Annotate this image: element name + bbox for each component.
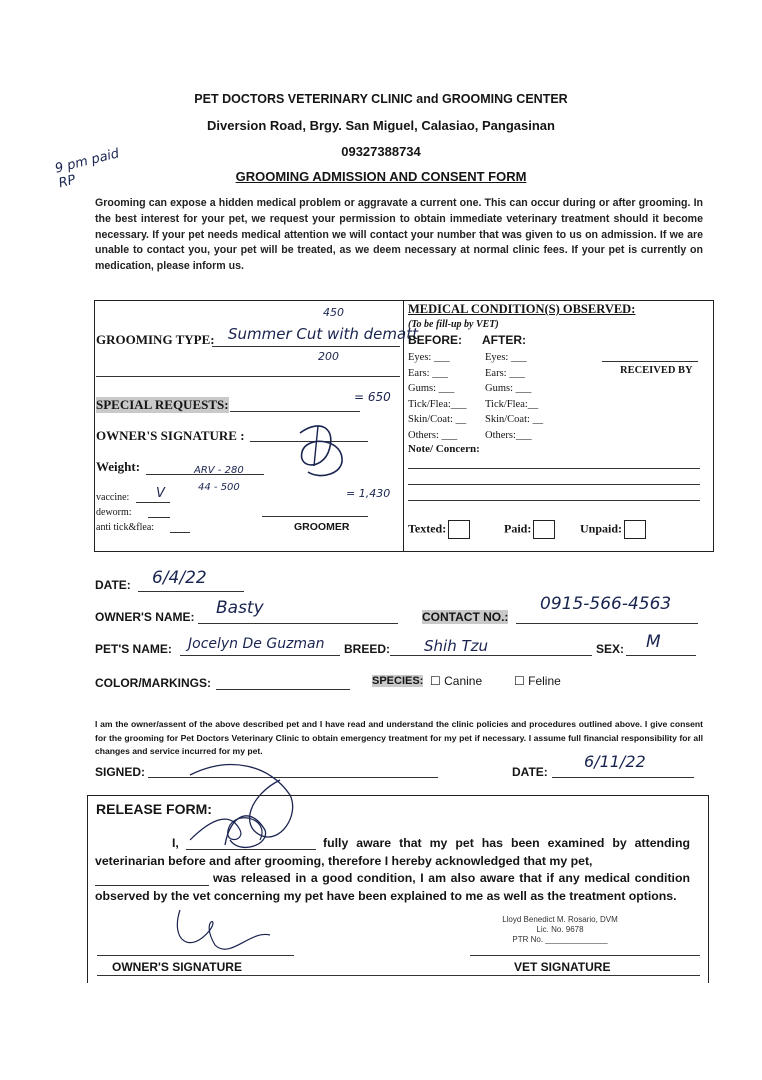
unpaid-checkbox[interactable] bbox=[624, 520, 646, 539]
price-note-top: 450 bbox=[323, 306, 344, 319]
after-ears: Ears: ___ bbox=[485, 367, 525, 379]
release-title: RELEASE FORM: bbox=[96, 801, 212, 817]
owner-signature-label: OWNER'S SIGNATURE : bbox=[96, 428, 245, 443]
after-eyes: Eyes: ___ bbox=[485, 352, 527, 363]
vaccine-label: vaccine: bbox=[96, 492, 130, 503]
clinic-name: PET DOCTORS VETERINARY CLINIC and GROOMING CENTER bbox=[194, 92, 568, 106]
after-label: AFTER: bbox=[482, 333, 526, 347]
note-concern-label: Note/ Concern: bbox=[408, 443, 480, 455]
price-note-sub: 200 bbox=[318, 350, 339, 363]
before-ears: Ears: ___ bbox=[408, 367, 448, 379]
before-eyes: Eyes: ___ bbox=[408, 352, 450, 363]
anti-tick-label: anti tick&flea: bbox=[96, 522, 155, 533]
color-markings-label: COLOR/MARKINGS: bbox=[95, 676, 211, 690]
feline-checkbox[interactable]: ☐ bbox=[514, 674, 525, 688]
release-i-label: I, bbox=[172, 836, 179, 850]
texted-checkbox[interactable] bbox=[448, 520, 470, 539]
vet-signature-label: VET SIGNATURE bbox=[514, 960, 611, 974]
clinic-address: Diversion Road, Brgy. San Miguel, Calasiao, Pangasinan bbox=[207, 118, 555, 133]
margin-note: 9 pm paid RP bbox=[53, 146, 121, 192]
contact-label: CONTACT NO.: bbox=[422, 610, 509, 624]
feline-option[interactable]: ☐ Feline bbox=[514, 674, 561, 688]
before-list bbox=[408, 350, 467, 443]
clinic-phone: 09327388734 bbox=[341, 144, 421, 159]
species-label: SPECIES: bbox=[372, 675, 424, 687]
intro-text: Grooming can expose a hidden medical problem or aggravate a current one. This can occur during or after grooming. In the best interest for your pet, we request your permission to obtain immediate veterinary treatment should it become necessary. If your pet needs medical attention we will contact your number that was given to us on admission. If we are unable to contact you, your pet will be treated, as we deem necessary at normal clinic fees. If your pet is currently on medication, please inform us. bbox=[95, 197, 703, 273]
after-gums: Gums: ___ bbox=[485, 383, 532, 394]
contact-value[interactable]: 0915-566-4563 bbox=[540, 594, 672, 614]
groomer-label: GROOMER bbox=[294, 521, 350, 533]
owner-signature-scribble bbox=[280, 408, 360, 488]
special-requests-value[interactable]: = 650 bbox=[354, 390, 391, 404]
signed-date-value[interactable]: 6/11/22 bbox=[584, 752, 646, 771]
vaccine-value[interactable]: V bbox=[156, 486, 165, 501]
signed-label: SIGNED: bbox=[95, 765, 146, 779]
date-value[interactable]: 6/4/22 bbox=[152, 568, 207, 588]
owner-release-signature bbox=[160, 900, 280, 960]
total-note: = 1,430 bbox=[346, 487, 391, 500]
canine-checkbox[interactable]: ☐ bbox=[430, 674, 441, 688]
release-text-1: fully aware that my pet has been examined by attending veterinarian before and after grooming, therefore I hereby acknowledged that my pet, bbox=[95, 836, 690, 868]
pet-name-value[interactable]: Jocelyn De Guzman bbox=[188, 636, 325, 652]
medical-title: MEDICAL CONDITION(S) OBSERVED: bbox=[408, 302, 636, 316]
form-title: GROOMING ADMISSION AND CONSENT FORM bbox=[235, 169, 527, 184]
before-label: BEFORE: bbox=[408, 333, 462, 347]
release-text-2: was released in a good condition, I am also aware that if any medical condition observed by the vet concerning my pet have been explained to me as well as the treatment options. bbox=[95, 871, 690, 903]
weight-notes: ARV - 280 bbox=[194, 465, 244, 476]
vet-ptr: PTR No. ______________ bbox=[512, 935, 608, 944]
pet-name-label: PET'S NAME: bbox=[95, 642, 172, 656]
before-others: Others: ___ bbox=[408, 429, 458, 441]
before-tick: Tick/Flea:___ bbox=[408, 398, 467, 410]
special-requests-label: SPECIAL REQUESTS: bbox=[96, 397, 229, 412]
texted-field[interactable]: Texted: bbox=[408, 520, 470, 539]
after-others: Others:___ bbox=[485, 429, 532, 441]
vet-stamp bbox=[480, 915, 640, 945]
weight-notes-2: 44 - 500 bbox=[198, 482, 240, 493]
deworm-label: deworm: bbox=[96, 507, 132, 518]
paid-checkbox[interactable] bbox=[533, 520, 555, 539]
grooming-type-value[interactable]: Summer Cut with dematt bbox=[228, 325, 418, 343]
sex-value[interactable]: M bbox=[646, 632, 661, 652]
owner-name-label: OWNER'S NAME: bbox=[95, 610, 195, 624]
owner-signature-release-label: OWNER'S SIGNATURE bbox=[112, 960, 242, 974]
medical-subtitle: (To be fill-up by VET) bbox=[408, 319, 499, 330]
grooming-type-label: GROOMING TYPE: bbox=[96, 332, 215, 347]
vet-license: Lic. No. 9678 bbox=[536, 925, 584, 934]
date-label: DATE: bbox=[95, 578, 131, 592]
weight-label: Weight: bbox=[96, 459, 141, 474]
paid-field[interactable]: Paid: bbox=[504, 520, 555, 539]
unpaid-field[interactable]: Unpaid: bbox=[580, 520, 646, 539]
signed-date-label: DATE: bbox=[512, 765, 548, 779]
canine-option[interactable]: ☐ Canine bbox=[430, 674, 483, 688]
before-skin: Skin/Coat: __ bbox=[408, 414, 467, 425]
consent-text: I am the owner/assent of the above described pet and I have read and understand the clinic policies and procedures outlined above. I give consent for the grooming for Pet Doctors Veterinary Clinic to obtain emergency treatment for my pet if necessary. I assume full financial responsibility for all changes and service incurred for my pet. bbox=[95, 719, 703, 756]
after-skin: Skin/Coat: __ bbox=[485, 414, 544, 425]
received-by-label: RECEIVED BY bbox=[620, 365, 693, 376]
breed-label: BREED: bbox=[344, 642, 391, 656]
before-gums: Gums: ___ bbox=[408, 383, 455, 394]
after-tick: Tick/Flea:__ bbox=[485, 398, 539, 410]
breed-value[interactable]: Shih Tzu bbox=[424, 637, 489, 655]
after-list bbox=[485, 350, 543, 443]
sex-label: SEX: bbox=[596, 642, 625, 656]
vet-name: Lloyd Benedict M. Rosario, DVM bbox=[502, 915, 618, 924]
owner-name-value[interactable]: Basty bbox=[216, 598, 264, 618]
